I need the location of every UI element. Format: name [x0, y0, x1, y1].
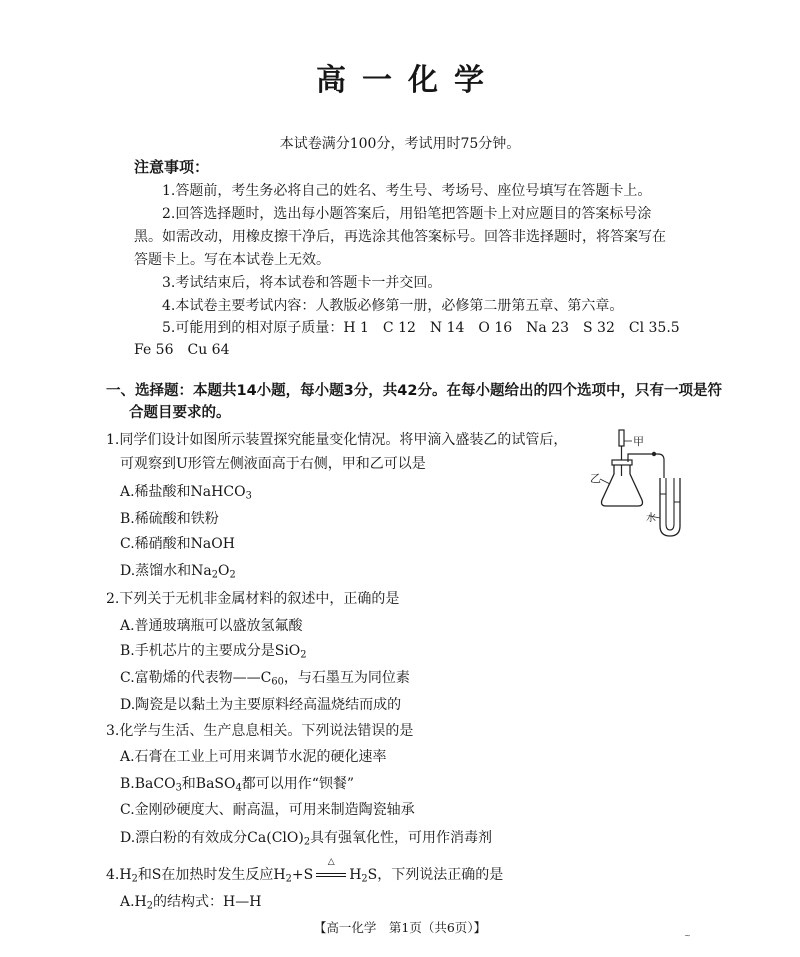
u-tube-outer: [660, 478, 680, 536]
question-1-option-a: A.稀盐酸和NaHCO$_3$: [120, 484, 252, 502]
note-1: 1.答题前，考生务必将自己的姓名、考生号、考场号、座位号填写在答题卡上。: [162, 183, 652, 199]
question-1-stem: 1.同学们设计如图所示装置探究能量变化情况。将甲滴入盛装乙的试管后，: [106, 432, 568, 448]
u-tube-inner: [666, 478, 674, 530]
page-title: 高一化学: [316, 63, 500, 98]
label-water: 水: [646, 513, 656, 524]
question-3-option-d: D.漂白粉的有效成分$Ca(ClO)_2$具有强氧化性，可用作消毒剂: [120, 830, 493, 848]
question-3-option-c: C.金刚砂硬度大、耐高温，可用来制造陶瓷轴承: [120, 802, 415, 818]
section-1-heading: 一、选择题：本题共14小题，每小题3分，共42分。在每小题给出的四个选项中，只有一项是符: [106, 383, 722, 399]
exam-info: 本试卷满分100分，考试用时75分钟。: [279, 136, 521, 152]
delivery-tube: [628, 454, 664, 478]
question-1-option-b: B.稀硫酸和铁粉: [120, 511, 219, 527]
dropper-bulb: [619, 430, 624, 446]
note-2-line-2: 黑。如需改动，用橡皮擦干净后，再选涂其他答案标号。回答非选择题时，将答案写在: [134, 229, 666, 245]
question-3-option-b: B.BaCO$_3$和BaSO$_4$都可以用作“钡餐”: [120, 776, 355, 794]
note-5-line-1: 5.可能用到的相对原子质量：H 1 C 12 N 14 O 16 Na 23 S 32 Cl 35.5: [162, 320, 680, 336]
corner-mark: ~: [684, 931, 691, 940]
question-1-option-d: D.蒸馏水和$Na_2O_2$: [120, 563, 236, 581]
note-5-line-2: Fe 56 Cu 64: [134, 342, 230, 358]
note-3: 3.考试结束后，将本试卷和答题卡一并交回。: [162, 275, 442, 291]
reaction-arrow: [313, 857, 349, 882]
heat-symbol: △: [327, 857, 335, 867]
question-3-stem: 3.化学与生活、生产息息相关。下列说法错误的是: [106, 723, 414, 739]
question-4-stem: $4.H_2$和S在加热时发生反应$H_2+S$ △ $H_2S$，下列说法正确的是: [106, 857, 504, 885]
label-yi: 乙: [590, 472, 601, 485]
question-2-option-a: A.普通玻璃瓶可以盛放氢氟酸: [120, 618, 303, 634]
label-line-yi: [600, 479, 610, 484]
question-1-option-c: C.稀硝酸和NaOH: [120, 536, 235, 552]
tube-joint: [652, 452, 656, 456]
note-2-line-3: 答题卡上。写在本试卷上无效。: [134, 252, 330, 268]
page-footer: 【高一化学 第1页（共6页）】: [313, 920, 487, 935]
question-2-stem: 2.下列关于无机非金属材料的叙述中，正确的是: [106, 591, 400, 607]
question-2-option-c: C.富勒烯的代表物$——C_{60}$，与石墨互为同位素: [120, 670, 410, 688]
question-1-stem-cont: 可观察到U形管左侧液面高于右侧，甲和乙可以是: [120, 456, 426, 472]
note-4: 4.本试卷主要考试内容：人教版必修第一册，必修第二册第五章、第六章。: [162, 298, 624, 314]
stopper: [612, 460, 632, 465]
question-2-option-d: D.陶瓷是以黏土为主要原料经高温烧结而成的: [120, 697, 402, 713]
apparatus-diagram: [588, 428, 708, 540]
label-jia: 甲: [633, 435, 644, 448]
question-4-option-a: $A.H_2$的结构式：H—H: [120, 894, 262, 912]
question-3-option-a: A.石膏在工业上可用来调节水泥的硬化速率: [120, 749, 387, 765]
section-1-heading-cont: 合题目要求的。: [129, 405, 231, 421]
apparatus-svg: [588, 428, 708, 540]
notes-heading: 注意事项：: [134, 158, 210, 176]
question-2-option-b: B.手机芯片的主要成分是SiO$_2$: [120, 643, 307, 661]
note-2-line-1: 2.回答选择题时，选出每小题答案后，用铅笔把答题卡上对应题目的答案标号涂: [162, 206, 652, 222]
